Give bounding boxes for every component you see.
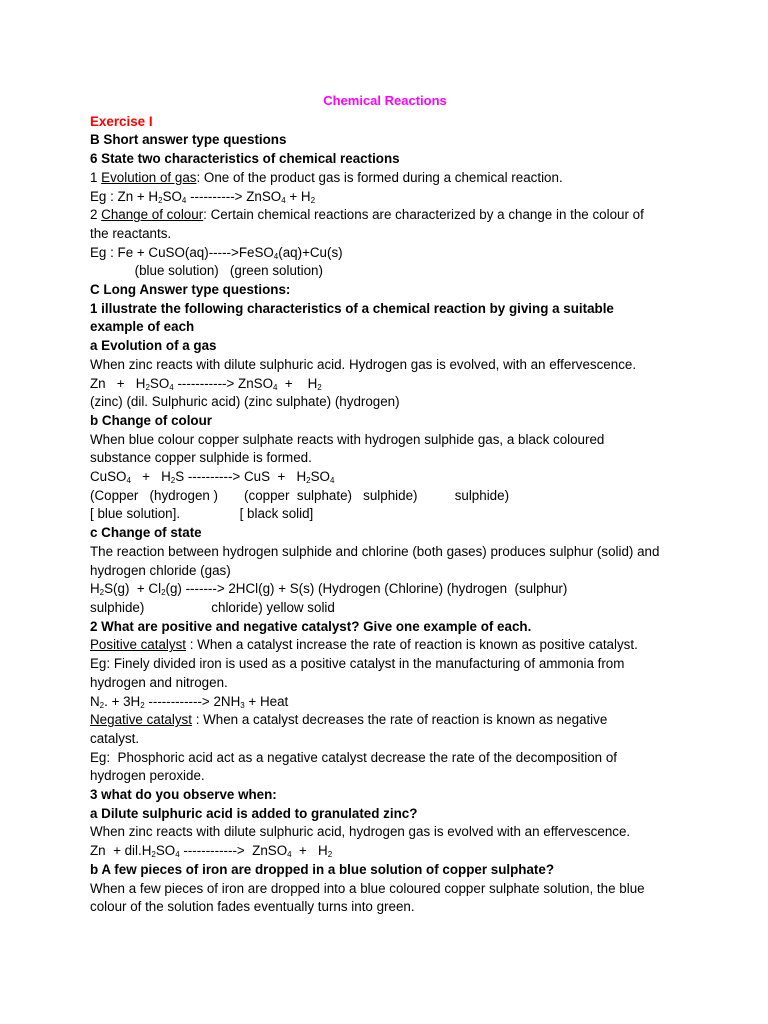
term-positive-catalyst: Positive catalyst bbox=[90, 637, 187, 653]
equation-1: Eg : $Zn + H_2SO_4$ ----------> ZnSO$_4$ + $H_2$ bbox=[90, 188, 316, 205]
question-3a: a Dilute sulphuric acid is added to granulated zinc? bbox=[90, 805, 418, 821]
equation-6: $N_2$. + $3H_2$ ------------> $2NH_3$ + Heat bbox=[90, 693, 289, 710]
subheading-a: a Evolution of a gas bbox=[90, 338, 217, 354]
document-title: Chemical Reactions bbox=[323, 93, 447, 108]
term-change-of-colour: Change of colour bbox=[101, 207, 204, 223]
answer-3a: When zinc reacts with dilute sulphuric acid, hydrogen gas is evolved with an effervescence. bbox=[90, 824, 631, 840]
question-3: 3 what do you observe when: bbox=[90, 787, 277, 803]
positive-catalyst-eg-2: hydrogen and nitrogen. bbox=[90, 674, 228, 690]
equation-3-labels: (zinc) (dil. Sulphuric acid) (zinc sulphate) (hydrogen) bbox=[90, 394, 400, 410]
negative-catalyst-eg-1: Eg: Phosphoric acid act as a negative catalyst decrease the rate of the decomposition of bbox=[90, 749, 618, 765]
equation-3: $Zn + H_2SO_4$ -----------> ZnSO$_4$ + $H_2$ bbox=[90, 375, 322, 392]
negative-catalyst-def bbox=[90, 711, 680, 730]
equation-7: $Zn + dil.H_2SO_4$ ------------> ZnSO$_4$ + $H_2$ bbox=[90, 843, 333, 860]
definition-text: : When a catalyst increase the rate of reaction is known as positive catalyst. bbox=[186, 637, 638, 653]
negative-catalyst-eg-2: hydrogen peroxide. bbox=[90, 768, 205, 784]
equation-4: CuSO$_4$ + $H_2S$ ----------> CuS + $H_2SO_4$ bbox=[90, 469, 335, 486]
subheading-c: c Change of state bbox=[90, 525, 202, 541]
term-negative-catalyst: Negative catalyst bbox=[90, 712, 192, 728]
positive-catalyst-def bbox=[90, 636, 680, 655]
answer-b-2: substance copper sulphide is formed. bbox=[90, 450, 312, 466]
section-b-heading: B Short answer type questions bbox=[90, 132, 287, 148]
question-2: 2 What are positive and negative catalyst? Give one example of each. bbox=[90, 618, 532, 634]
answer-6-1 bbox=[90, 169, 680, 188]
equation-4-labels-2: [ blue solution]. [ black solid] bbox=[90, 506, 314, 522]
item-number: 2 bbox=[90, 207, 102, 223]
exercise-heading: Exercise I bbox=[90, 113, 153, 129]
answer-3b-2: colour of the solution fades eventually turns into green. bbox=[90, 899, 415, 915]
definition-text: : When a catalyst decreases the rate of reaction is known as negative bbox=[191, 712, 608, 728]
negative-catalyst-def-cont: catalyst. bbox=[90, 730, 140, 746]
definition-text: : One of the product gas is formed during a chemical reaction. bbox=[196, 169, 563, 185]
question-1-cont: example of each bbox=[90, 319, 195, 335]
equation-4-labels-1: (Copper (hydrogen ) (copper sulphate) sulphide) sulphide) bbox=[90, 487, 510, 503]
document-page bbox=[90, 92, 680, 917]
equation-2: Eg : Fe + CuSO(aq)----->FeSO$_4$(aq)+Cu(s) bbox=[90, 244, 343, 261]
equation-2-labels: (blue solution) (green solution) bbox=[90, 263, 323, 279]
answer-c-1: The reaction between hydrogen sulphide and chlorine (both gases) produces sulphur (solid) and bbox=[90, 543, 660, 559]
answer-c-2: hydrogen chloride (gas) bbox=[90, 562, 231, 578]
question-6: 6 State two characteristics of chemical reactions bbox=[90, 151, 400, 167]
equation-5: $H_2S(g) + Cl_2(g)$ -------> 2HCl(g) + S(s) (Hydrogen (Chlorine) (hydrogen (sulphur) bbox=[90, 581, 568, 598]
question-3b: b A few pieces of iron are dropped in a blue solution of copper sulphate? bbox=[90, 861, 555, 877]
subheading-b: b Change of colour bbox=[90, 412, 212, 428]
definition-text: : Certain chemical reactions are characterized by a change in the colour of bbox=[203, 207, 644, 223]
question-1: 1 illustrate the following characteristics of a chemical reaction by giving a suitable bbox=[90, 300, 614, 316]
section-c-heading: C Long Answer type questions: bbox=[90, 282, 291, 298]
answer-6-2-cont: the reactants. bbox=[90, 225, 172, 241]
answer-3b-1: When a few pieces of iron are dropped into a blue coloured copper sulphate solution, the blue bbox=[90, 880, 645, 896]
answer-a: When zinc reacts with dilute sulphuric acid. Hydrogen gas is evolved, with an effervescence. bbox=[90, 356, 637, 372]
term-evolution-of-gas: Evolution of gas bbox=[101, 169, 197, 185]
answer-6-2 bbox=[90, 206, 680, 225]
answer-b-1: When blue colour copper sulphate reacts with hydrogen sulphide gas, a black coloured bbox=[90, 431, 605, 447]
positive-catalyst-eg-1: Eg: Finely divided iron is used as a positive catalyst in the manufacturing of ammonia from bbox=[90, 656, 625, 672]
equation-5-labels: sulphide) chloride) yellow solid bbox=[90, 599, 335, 615]
item-number: 1 bbox=[90, 169, 102, 185]
